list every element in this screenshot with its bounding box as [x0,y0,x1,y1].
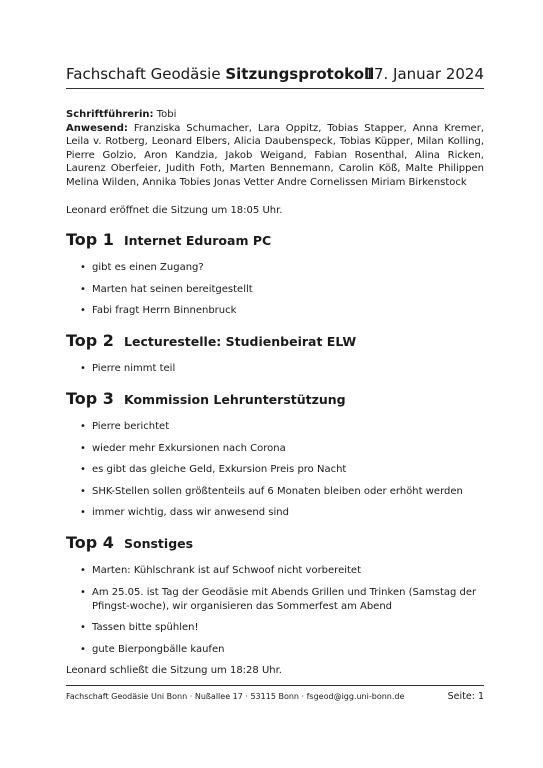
topic-number: Top 1 [66,230,114,250]
list-item-text: Tassen bitte spühlen! [92,622,199,634]
list-item [66,283,484,297]
list-item [66,304,484,318]
topic-number: Top 2 [66,331,114,351]
list-item [66,362,484,376]
topic-item-list [66,362,484,376]
topic-title: Lecturestelle: Studienbeirat ELW [124,334,357,350]
header-org: Fachschaft Geodäsie [66,65,221,83]
topic-title: Sonstiges [124,536,194,552]
list-item [66,564,484,578]
list-item-text: wieder mehr Exkursionen nach Corona [92,442,286,454]
list-item [66,442,484,456]
list-item [66,621,484,635]
list-item [66,643,484,657]
list-item [66,463,484,477]
bullet-icon: • [80,262,86,274]
agenda-topic [66,533,484,657]
header-divider [66,88,484,89]
list-item-text: gibt es einen Zugang? [92,262,204,274]
list-item-text: Pierre nimmt teil [92,363,176,375]
topic-heading [66,331,484,356]
bullet-icon: • [80,421,86,433]
bullet-icon: • [80,442,86,454]
bullet-icon: • [80,305,86,317]
bullet-icon: • [80,622,86,634]
bullet-icon: • [80,485,86,497]
recorder-name: Tobi [156,109,177,120]
attendees-list: Franziska Schumacher, Lara Oppitz, Tobias Stapper, Anna Kremer, Leila v. Rotberg, Leonard Elbers, Alicia Daubenspeck, Tobias Küpper, Milan Kolling, Pierre Golzio, Aron Kandzia, Jakob Weigand, Fabian Rosenthal, Alina Ricken, Laurenz Oberfeier, Judith Foth, Marten Bennemann, Carolin Köß, Malte Philippen Melina Wilden, Annika Tobies Jonas Vetter Andre Cornelissen Miriam Birkenstock [66,122,485,188]
list-item-text: es gibt das gleiche Geld, Exkursion Preis pro Nacht [92,464,347,476]
bullet-icon: • [80,363,86,375]
list-item-text: SHK-Stellen sollen größtenteils auf 6 Monaten bleiben oder erhöht werden [92,485,463,497]
footer-divider [66,685,484,686]
meta-block [66,108,484,190]
closing-line: Leonard schließt die Sitzung um 18:28 Uhr. [66,665,282,677]
agenda-topic [66,230,484,318]
list-item [66,485,484,499]
agenda-topic [66,389,484,520]
topic-heading [66,533,484,558]
page-header [66,64,484,86]
page-footer [66,690,484,704]
list-item-text: Marten hat seinen bereitgestellt [92,283,253,295]
bullet-icon: • [80,643,86,655]
list-item [66,420,484,434]
attendees-label: Anwesend: [66,122,128,134]
list-item-text: Fabi fragt Herrn Binnenbruck [92,305,237,317]
topic-item-list [66,261,484,318]
attendees-line [66,122,484,190]
list-item-text: Marten: Kühlschrank ist auf Schwoof nicht vorbereitet [92,565,361,577]
topic-heading [66,230,484,255]
topic-number: Top 3 [66,389,114,409]
opening-line: Leonard eröffnet die Sitzung um 18:05 Uhr. [66,204,283,216]
list-item-text: gute Bierpongbälle kaufen [92,643,225,655]
bullet-icon: • [80,507,86,519]
protocol-body [66,108,484,688]
bullet-icon: • [80,586,86,598]
topic-number: Top 4 [66,533,114,553]
bullet-icon: • [80,565,86,577]
list-item [66,506,484,520]
list-item-text: Pierre berichtet [92,421,170,433]
list-item-text: immer wichtig, dass wir anwesend sind [92,507,289,519]
list-item-text: Am 25.05. ist Tag der Geodäsie mit Abends Grillen und Trinken (Samstag der Pfingst-woche), wir organisieren das Sommerfest am Abend [92,586,477,612]
topic-item-list [66,420,484,520]
header-doc-type: Sitzungsprotokoll [225,65,375,83]
bullet-icon: • [80,464,86,476]
topic-heading [66,389,484,414]
footer-address: Fachschaft Geodäsie Uni Bonn · Nußallee 17 · 53115 Bonn · fsgeod@igg.uni-bonn.de [66,692,405,701]
recorder-label: Schriftführerin: [66,109,154,120]
topic-title: Internet Eduroam PC [124,233,272,249]
recorder-line [66,108,484,122]
header-title [66,64,374,84]
list-item [66,261,484,275]
topic-item-list [66,564,484,657]
topic-title: Kommission Lehrunterstützung [124,392,346,408]
agenda-topic [66,331,484,376]
bullet-icon: • [80,283,86,295]
header-date: 17. Januar 2024 [364,65,484,83]
list-item [66,586,484,614]
page-number: Seite: 1 [447,691,484,702]
agenda-topics [66,230,484,657]
